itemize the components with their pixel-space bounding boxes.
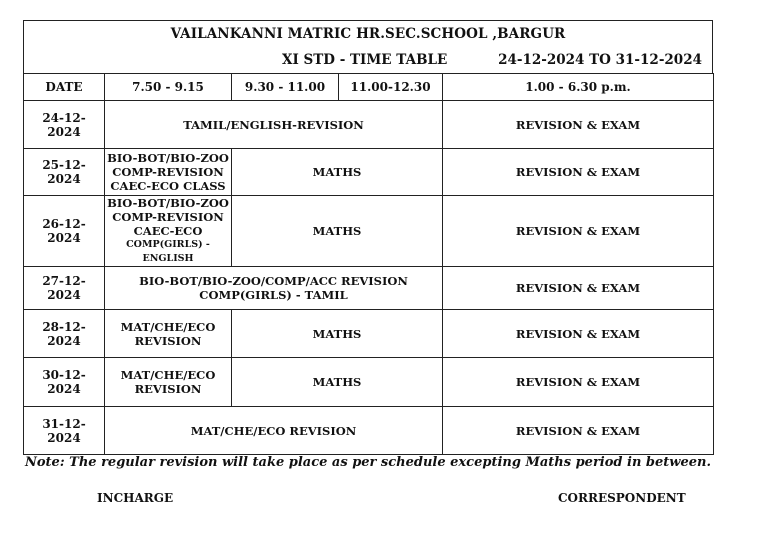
column-header: 1.00 - 6.30 p.m. [443,74,714,101]
table-row [24,101,714,149]
column-header: 11.00-12.30 [339,74,443,101]
table-header-row [24,74,714,101]
slot1-line: BIO-BOT/BIO-ZOO [107,151,229,165]
date-cell: 28-12-2024 [24,310,105,358]
slot1-line: MAT/CHE/ECO [120,319,216,334]
date-cell: 30-12-2024 [24,358,105,407]
table-row [24,149,714,196]
class-title: XI STD - TIME TABLE [282,52,448,68]
slot1-cell [105,358,232,407]
maths-cell: MATHS [232,149,443,196]
slot1-line: BIO-BOT/BIO-ZOO [107,196,229,210]
column-header: 7.50 - 9.15 [105,74,232,101]
date-cell: 25-12-2024 [24,149,105,196]
maths-cell: MATHS [232,196,443,267]
morning-cell: MAT/CHE/ECO REVISION [105,407,443,455]
afternoon-cell: REVISION & EXAM [443,101,714,149]
slot1-line: COMP-REVISION [112,210,224,224]
incharge-signature-label: INCHARGE [97,491,174,505]
date-cell: 31-12-2024 [24,407,105,455]
maths-cell: MATHS [232,358,443,407]
date-cell: 24-12-2024 [24,101,105,149]
maths-cell: MATHS [232,310,443,358]
correspondent-signature-label: CORRESPONDENT [558,491,686,505]
afternoon-cell: REVISION & EXAM [443,267,714,310]
slot1-line: COMP(GIRLS) - ENGLISH [126,239,210,264]
afternoon-cell: REVISION & EXAM [443,310,714,358]
date-cell: 27-12-2024 [24,267,105,310]
slot1-line: REVISION [134,333,202,348]
date-cell: 26-12-2024 [24,196,105,267]
slot1-line: REVISION [134,382,202,396]
slot1-cell [105,310,232,358]
column-header: DATE [24,74,105,101]
slot1-line: CAEC-ECO CLASS [110,179,226,193]
timetable [23,73,714,455]
slot1-line: COMP-REVISION [112,165,224,179]
morning-cell: TAMIL/ENGLISH-REVISION [105,101,443,149]
schedule-note: Note: The regular revision will take place as per schedule excepting Maths period in between. [25,455,712,470]
afternoon-cell: REVISION & EXAM [443,149,714,196]
table-row [24,310,714,358]
timetable-header [23,20,713,73]
school-name: VAILANKANNI MATRIC HR.SEC.SCHOOL ,BARGUR [170,26,566,42]
date-range: 24-12-2024 TO 31-12-2024 [498,52,702,68]
slot1-cell [105,196,232,267]
timetable-sheet [23,20,713,455]
morning-cell [105,267,443,310]
afternoon-cell: REVISION & EXAM [443,407,714,455]
morning-line: BIO-BOT/BIO-ZOO/COMP/ACC REVISION [139,274,408,288]
slot1-line: CAEC-ECO [133,224,203,238]
afternoon-cell: REVISION & EXAM [443,196,714,267]
afternoon-cell: REVISION & EXAM [443,358,714,407]
table-row [24,358,714,407]
slot1-cell [105,149,232,196]
table-row [24,407,714,455]
column-header: 9.30 - 11.00 [232,74,339,101]
table-row [24,267,714,310]
morning-line: COMP(GIRLS) - TAMIL [199,288,348,302]
table-row [24,196,714,267]
slot1-line: MAT/CHE/ECO [120,368,216,382]
